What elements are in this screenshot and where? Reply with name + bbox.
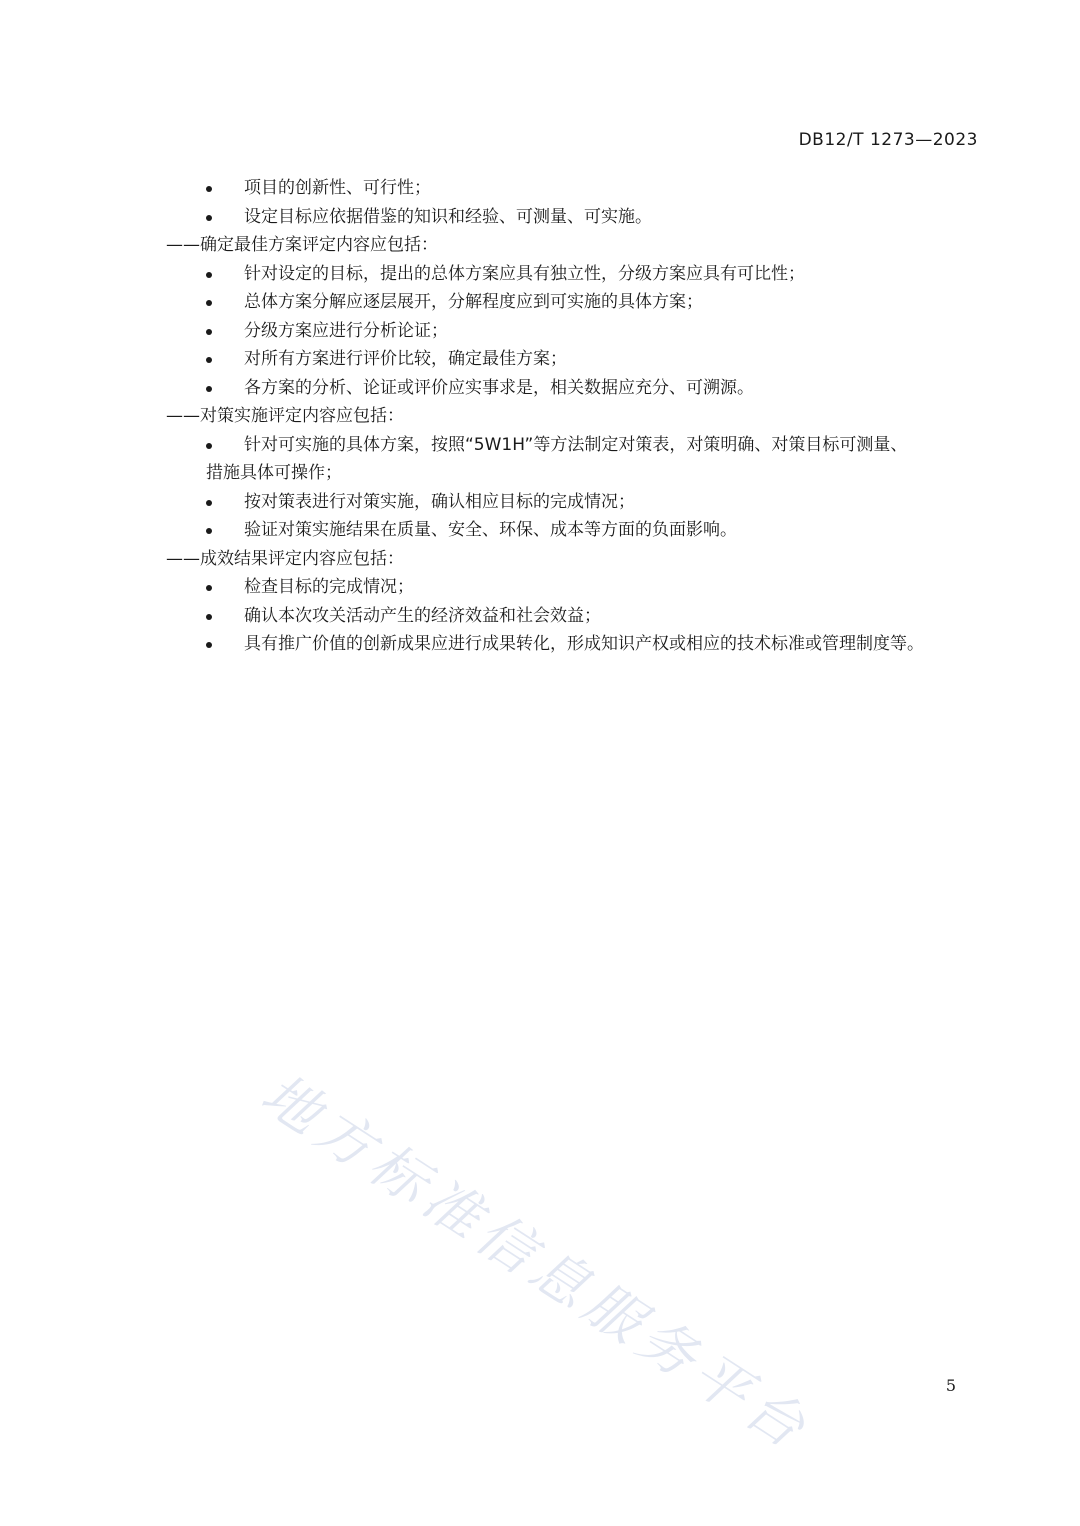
- bullet-icon: [206, 642, 212, 648]
- list-item: [166, 260, 996, 289]
- section-heading: ——确定最佳方案评定内容应包括：: [166, 235, 438, 255]
- bullet-icon: [206, 500, 212, 506]
- list-item: [166, 602, 996, 631]
- list-item-text: 对所有方案进行评价比较，确定最佳方案；: [244, 349, 567, 369]
- list-item: [166, 374, 996, 403]
- list-item-text: 确认本次攻关活动产生的经济效益和社会效益；: [244, 605, 601, 626]
- watermark-text: 地方标准信息服务平台: [249, 1061, 822, 1465]
- list-item-text: 总体方案分解应逐层展开，分解程度应到可实施的具体方案；: [244, 292, 703, 312]
- list-item: [166, 345, 996, 374]
- list-item: [166, 431, 996, 460]
- document-body: [166, 174, 996, 659]
- list-item: [166, 630, 996, 659]
- list-item: [166, 573, 996, 602]
- bullet-icon: [206, 300, 212, 306]
- bullet-icon: [206, 357, 212, 363]
- page-number: 5: [945, 1376, 956, 1395]
- bullet-icon: [206, 528, 212, 534]
- bullet-icon: [206, 614, 212, 620]
- bullet-icon: [206, 215, 212, 221]
- list-item-text: 针对设定的目标，提出的总体方案应具有独立性，分级方案应具有可比性；: [244, 263, 805, 284]
- section-heading: ——成效结果评定内容应包括：: [166, 548, 404, 569]
- bullet-icon: [206, 272, 212, 278]
- list-item-text: 验证对策实施结果在质量、安全、环保、成本等方面的负面影响。: [244, 520, 737, 540]
- list-item-text: 按对策表进行对策实施，确认相应目标的完成情况；: [244, 491, 635, 512]
- document-code: DB12/T 1273—2023: [798, 130, 978, 150]
- list-item-text: 检查目标的完成情况；: [244, 577, 414, 597]
- list-item-text: 设定目标应依据借鉴的知识和经验、可测量、可实施。: [244, 206, 652, 227]
- list-item: [166, 203, 996, 232]
- list-item-continuation: 措施具体可操作；: [206, 463, 342, 483]
- section-heading: ——对策实施评定内容应包括：: [166, 406, 404, 426]
- bullet-icon: [206, 186, 212, 192]
- bullet-icon: [206, 329, 212, 335]
- bullet-icon: [206, 585, 212, 591]
- list-item: [166, 174, 996, 203]
- bullet-icon: [206, 386, 212, 392]
- list-item: [166, 488, 996, 517]
- list-item: [166, 317, 996, 346]
- list-item-text: 项目的创新性、可行性；: [244, 178, 431, 198]
- list-item: [166, 516, 996, 545]
- bullet-icon: [206, 443, 212, 449]
- list-item: [166, 288, 996, 317]
- list-item-text: 分级方案应进行分析论证；: [244, 320, 448, 341]
- list-item-text: 针对可实施的具体方案，按照“5W1H”等方法制定对策表，对策明确、对策目标可测量、: [244, 434, 908, 455]
- list-item-text: 各方案的分析、论证或评价应实事求是，相关数据应充分、可溯源。: [244, 377, 754, 398]
- list-item-text: 具有推广价值的创新成果应进行成果转化，形成知识产权或相应的技术标准或管理制度等。: [244, 634, 924, 654]
